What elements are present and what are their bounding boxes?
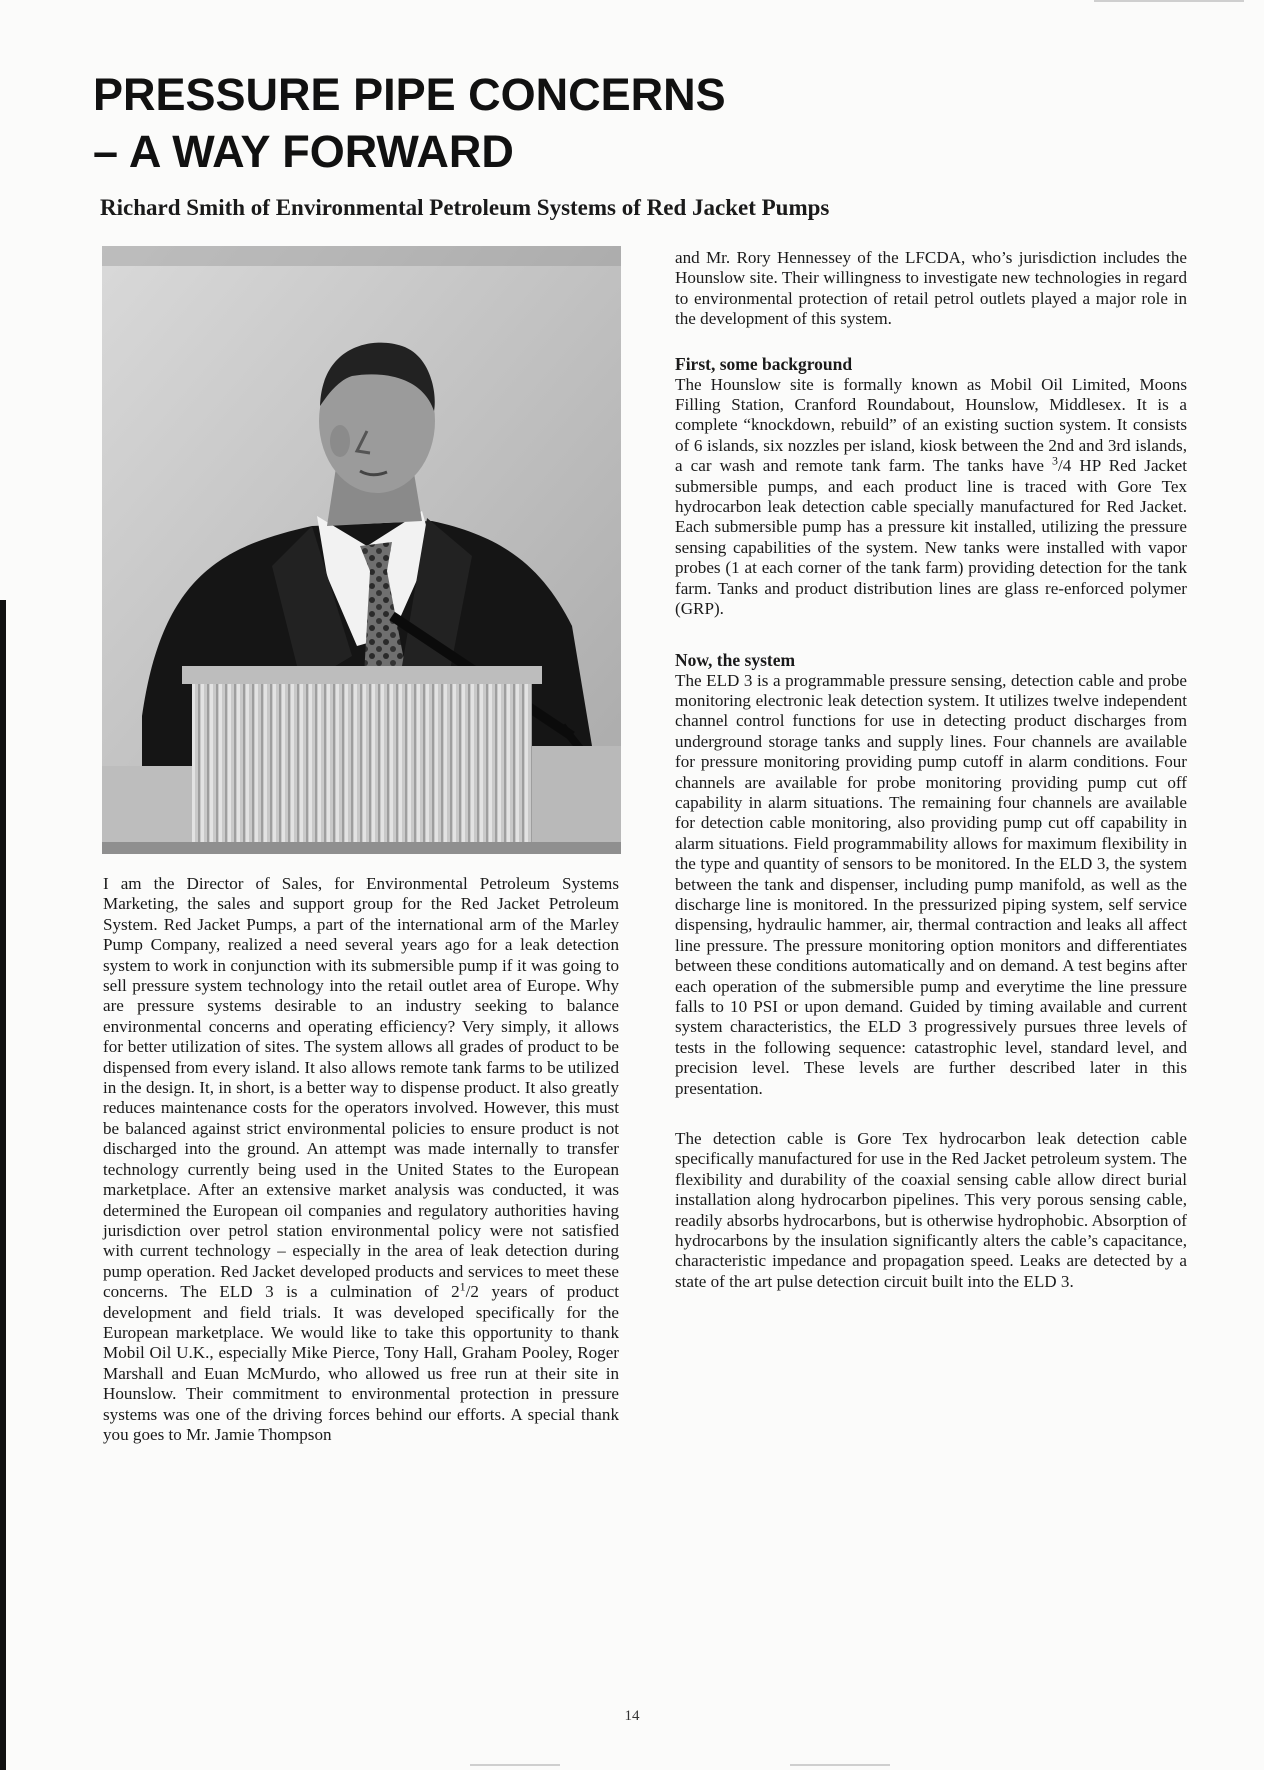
page-edge-shadow [0, 600, 6, 1770]
fraction-numerator: 1 [459, 1279, 466, 1294]
title-line-2: – A WAY FORWARD [93, 126, 514, 177]
heading-system: Now, the system [675, 649, 796, 670]
intro-text-b: /2 years of product development and field trials. It was developed specifically for the European marketplace. We would like to take this opportunity to thank Mobil Oil U.K., especially Mike Pierce, Tony Hall, Graham Pooley, Roger Marshall and Euan McMurdo, who allowed us free run at their site in Hounslow. Their commitment to environmental protection in pressure systems was one of the driving forces behind our efforts. A special thank you goes to Mr. Jamie Thompson [103, 1282, 619, 1444]
title-line-1: PRESSURE PIPE CONCERNS [93, 69, 726, 120]
background-text-b: /4 HP Red Jacket submersible pumps, and each product line is traced with Gore Tex hydrocarbon leak detection cable specially manufactured for Red Jacket. Each submersible pump has a pressure kit installed, utilizing the pressure sensing capabilities of the system. New tanks were installed with vapor probes (1 at each corner of the tank farm) providing detection for the tank farm. Tanks and product distribution lines are glass re-enforced polymer (GRP). [675, 456, 1188, 619]
bottom-rule-left [470, 1764, 560, 1766]
top-edge-rule [1094, 0, 1244, 2]
right-column [675, 248, 1187, 1292]
left-column [103, 874, 619, 1445]
system-paragraph: The ELD 3 is a programmable pressure sensing, detection cable and probe monitoring electronic leak detection system. It utilizes twelve independent channel control functions for use in detecting product discharges from underground storage tanks and supply lines. Four channels are available for pressure monitoring providing pump cutoff in alarm conditions. Four channels are available for probe monitoring providing pump cut off capability in alarm situations. The remaining four channels are available for detection cable monitoring, also providing pump cut off capability in alarm situations. Field programmability allows for maximum flexibility in the type and quantity of sensors to be monitored. In the ELD 3, the system between the tank and dispenser, including pump manifold, as well as the discharge line is monitored. In the pressurized piping system, self service dispensing, hydraulic hammer, air, thermal contraction and leaks all affect line pressure. The pressure monitoring option monitors and differentiates between these conditions automatically and on demand. A test begins after each operation of the submersible pump and everytime the line pressure falls to 10 PSI or upon demand. Guided by timing available and current system characteristics, the ELD 3 progressively pursues three levels of tests in the following sequence: catastrophic level, standard level, and precision level. These levels are further described later in this presentation. [675, 670, 1187, 1098]
intro-text-a: I am the Director of Sales, for Environmental Petroleum Systems Marketing, the sales and support group for the Red Jacket Petroleum System. Red Jacket Pumps, a part of the international arm of the Marley Pump Company, realized a need several years ago for a leak detection system to work in conjunction with its submersible pump if it was going to sell pressure system technology into the retail outlet area of Europe. Why are pressure systems desirable to an industry seeking to balance environmental concerns and operating efficiency? Very simply, it allows for better utilization of sites. The system allows all grades of product to be dispensed from every island. It also allows remote tank farms to be utilized in the design. It, in short, is a better way to dispense product. It also greatly reduces maintenance costs for the operators involved. However, this must be balanced against strict environmental policies to ensure product is not discharged into the ground. An attempt was made internally to transfer technology currently being used in the United States to the European marketplace. After an extensive market analysis was conducted, it was determined the European oil companies and regulatory authorities having jurisdiction over petrol station environmental policy were not satisfied with current technology – especially in the area of leak detection during pump operation. Red Jacket developed products and services to meet these concerns. The ELD 3 is a culmination of 2 [103, 874, 619, 1302]
intro-paragraph [103, 874, 619, 1445]
speaker-photo [102, 246, 621, 854]
background-text-a: The Hounslow site is formally known as Mobil Oil Limited, Moons Filling Station, Cranford Roundabout, Hounslow, Middlesex. It is a complete “knockdown, rebuild” of an existing suction system. It consists of 6 islands, six nozzles per island, kiosk between the 2nd and 3rd islands, a car wash and remote tank farm. The tanks have [675, 374, 1187, 476]
page-number: 14 [624, 1708, 640, 1724]
continuation-paragraph: and Mr. Rory Hennessey of the LFCDA, who’s jurisdiction includes the Hounslow site. Their willingness to investigate new technologies in regard to environmental protection of retail petrol outlets played a major role in the development of this system. [675, 248, 1187, 329]
heading-background: First, some background [675, 353, 853, 374]
article-title [93, 66, 726, 180]
fraction-numerator-hp: 3 [1052, 453, 1059, 468]
background-paragraph [675, 375, 1187, 620]
bottom-rule-right [790, 1764, 890, 1766]
byline: Richard Smith of Environmental Petroleum Systems of Red Jacket Pumps [100, 195, 830, 220]
cable-paragraph: The detection cable is Gore Tex hydrocarbon leak detection cable specifically manufactured for use in the Red Jacket petroleum system. The flexibility and durability of the coaxial sensing cable allow direct burial installation along hydrocarbon pipelines. This very porous sensing cable, readily absorbs hydrocarbons, but is otherwise hydrophobic. Absorption of hydrocarbons by the insulation significantly alters the cable’s capacitance, characteristic impedance and propagation speed. Leaks are detected by a state of the art pulse detection circuit built into the ELD 3. [675, 1129, 1187, 1291]
